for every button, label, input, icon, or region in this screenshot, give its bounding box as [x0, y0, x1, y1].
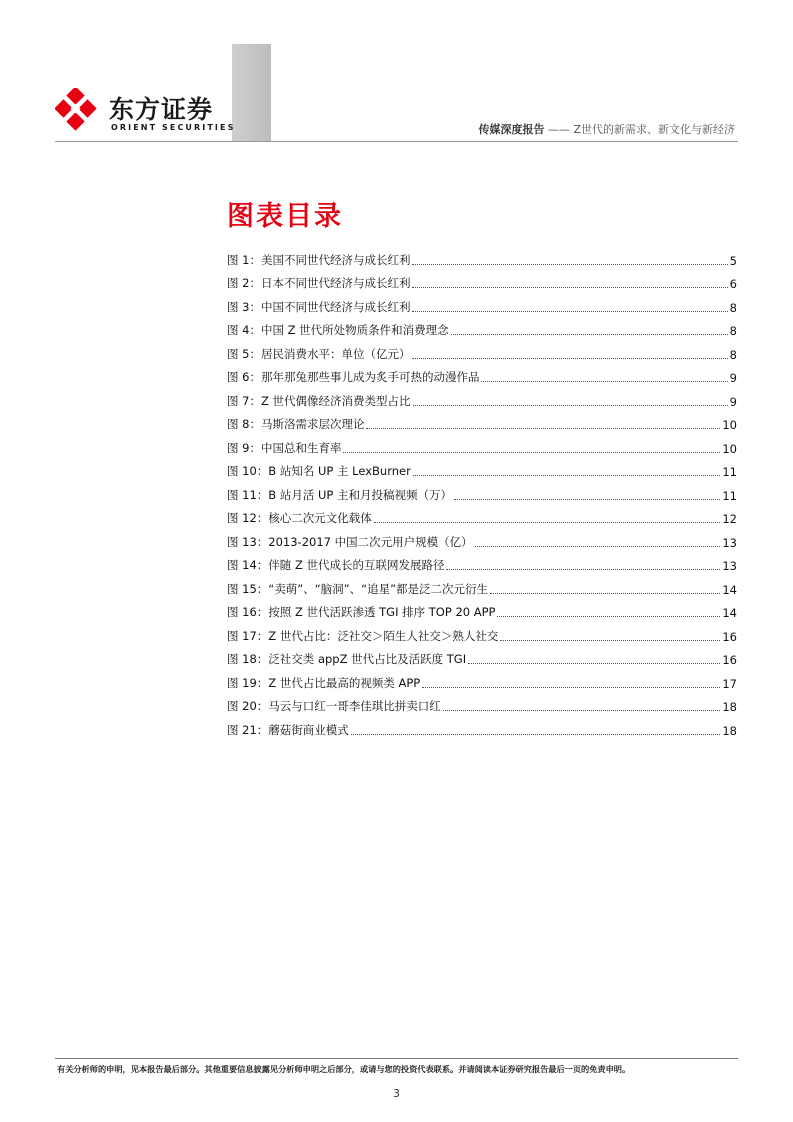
toc-entry[interactable] [227, 550, 737, 574]
toc-leader-dots [413, 474, 721, 476]
page-title: 图表目录 [227, 201, 343, 232]
toc-entry-page: 18 [722, 700, 737, 714]
toc-leader-dots [343, 451, 720, 453]
toc-entry-label: 图 1：美国不同世代经济与成长红利 [227, 252, 411, 267]
toc-entry-label: 图 11：B 站月活 UP 主和月投稿视频（万） [227, 487, 452, 502]
toc-entry-page: 9 [729, 394, 737, 409]
toc-entry[interactable] [227, 432, 737, 456]
footer-disclaimer: 有关分析师的申明，见本报告最后部分。其他重要信息披露见分析师申明之后部分，或请与您的投资代表联系。并请阅读本证券研究报告最后一页的免责申明。 [57, 1064, 631, 1074]
toc-leader-dots [413, 404, 728, 406]
toc-leader-dots [500, 639, 720, 641]
toc-entry-label: 图 19：Z 世代占比最高的视频类 APP [227, 675, 421, 690]
toc-entry-label: 图 14：伴随 Z 世代成长的互联网发展路径 [227, 558, 445, 572]
toc-entry-page: 6 [729, 277, 737, 291]
toc-entry[interactable] [227, 573, 737, 597]
toc-leader-dots [412, 263, 727, 265]
toc-entry[interactable] [227, 409, 737, 433]
toc-entry[interactable] [227, 338, 737, 362]
toc-leader-dots [422, 686, 720, 688]
company-logo [55, 88, 236, 136]
toc-entry-label: 图 4：中国 Z 世代所处物质条件和消费理念 [227, 323, 449, 337]
toc-entry[interactable] [227, 268, 737, 292]
toc-entry-page: 11 [722, 465, 737, 479]
header-decor-block [232, 44, 271, 141]
toc-entry-page: 14 [722, 606, 737, 620]
toc-leader-dots [454, 498, 720, 500]
toc-entry[interactable] [227, 644, 737, 668]
toc-entry-label: 图 21：蘑菇街商业模式 [227, 722, 349, 737]
toc-entry-label: 图 15：“卖萌”、“脑洞”、“追星”都是泛二次元衍生 [227, 581, 489, 596]
toc-entry-label: 图 9：中国总和生育率 [227, 440, 342, 455]
toc-entry-label: 图 13：2013-2017 中国二次元用户规模（亿） [227, 534, 473, 549]
toc-entry[interactable] [227, 244, 737, 268]
report-type: 传媒深度报告 [478, 123, 545, 136]
toc-leader-dots [443, 709, 721, 711]
toc-entry-page: 11 [722, 488, 737, 503]
toc-entry-page: 13 [722, 535, 737, 550]
toc-entry-label: 图 6：那年那兔那些事儿成为炙手可热的动漫作品 [227, 370, 480, 384]
toc-leader-dots [475, 545, 721, 547]
toc-leader-dots [468, 662, 720, 664]
toc-entry-page: 12 [722, 512, 737, 526]
toc-entry-label: 图 16：按照 Z 世代活跃渗透 TGI 排序 TOP 20 APP [227, 605, 496, 619]
toc-leader-dots [490, 592, 720, 594]
toc-leader-dots [497, 615, 720, 617]
toc-entry[interactable] [227, 456, 737, 480]
toc-entry[interactable] [227, 667, 737, 691]
toc-entry[interactable] [227, 503, 737, 527]
toc-entry-label: 图 8：马斯洛需求层次理论 [227, 417, 365, 431]
header-separator: —— [544, 123, 574, 136]
toc-entry-label: 图 10：B 站知名 UP 主 LexBurner [227, 464, 411, 478]
toc-entry-page: 8 [729, 324, 737, 338]
toc-entry[interactable] [227, 597, 737, 621]
toc-entry[interactable] [227, 315, 737, 339]
toc-entry-page: 18 [722, 723, 737, 738]
toc-leader-dots [412, 310, 727, 312]
toc-leader-dots [446, 568, 720, 570]
toc-entry-page: 17 [722, 676, 737, 691]
toc-entry-label: 图 3：中国不同世代经济与成长红利 [227, 299, 411, 314]
report-header [478, 121, 735, 137]
toc-entry[interactable] [227, 691, 737, 715]
toc-entry-label: 图 20：马云与口红一哥李佳琪比拼卖口红 [227, 699, 441, 713]
toc-entry[interactable] [227, 714, 737, 738]
toc-entry[interactable] [227, 620, 737, 644]
toc-entry-label: 图 7：Z 世代偶像经济消费类型占比 [227, 393, 411, 408]
toc-entry-label: 图 12：核心二次元文化载体 [227, 511, 372, 525]
toc-entry-label: 图 17：Z 世代占比：泛社交＞陌生人社交＞熟人社交 [227, 628, 499, 643]
toc-entry-page: 5 [729, 253, 737, 268]
toc-leader-dots [366, 427, 720, 429]
toc-entry-page: 14 [722, 582, 737, 597]
toc-entry[interactable] [227, 385, 737, 409]
toc-leader-dots [412, 357, 727, 359]
toc-entry[interactable] [227, 362, 737, 386]
toc-entry-page: 13 [722, 559, 737, 573]
toc-entry-page: 9 [729, 371, 737, 385]
logo-name-en: ORIENT SECURITIES [111, 123, 236, 132]
header-divider [55, 141, 738, 142]
logo-name-cn: 东方证券 [109, 95, 214, 124]
footer-divider [55, 1058, 738, 1059]
toc-entry-label: 图 5：居民消费水平：单位（亿元） [227, 346, 411, 361]
toc-entry-label: 图 18：泛社交类 appZ 世代占比及活跃度 TGI [227, 652, 467, 666]
toc-entry-label: 图 2：日本不同世代经济与成长红利 [227, 276, 411, 290]
toc-entry-page: 8 [729, 347, 737, 362]
orient-logo-icon [55, 88, 101, 134]
toc-leader-dots [374, 521, 721, 523]
toc-entry-page: 16 [722, 653, 737, 667]
toc-entry-page: 16 [722, 629, 737, 644]
toc-list [227, 244, 737, 738]
toc-entry-page: 10 [722, 418, 737, 432]
toc-entry-page: 8 [729, 300, 737, 315]
toc-entry-page: 10 [722, 441, 737, 456]
toc-leader-dots [412, 286, 727, 288]
toc-entry[interactable] [227, 526, 737, 550]
toc-leader-dots [351, 733, 721, 735]
toc-entry[interactable] [227, 479, 737, 503]
toc-leader-dots [481, 380, 727, 382]
report-subtitle: Z世代的新需求、新文化与新经济 [573, 123, 735, 136]
page-number: 3 [393, 1087, 400, 1100]
toc-leader-dots [451, 333, 728, 335]
toc-entry[interactable] [227, 291, 737, 315]
